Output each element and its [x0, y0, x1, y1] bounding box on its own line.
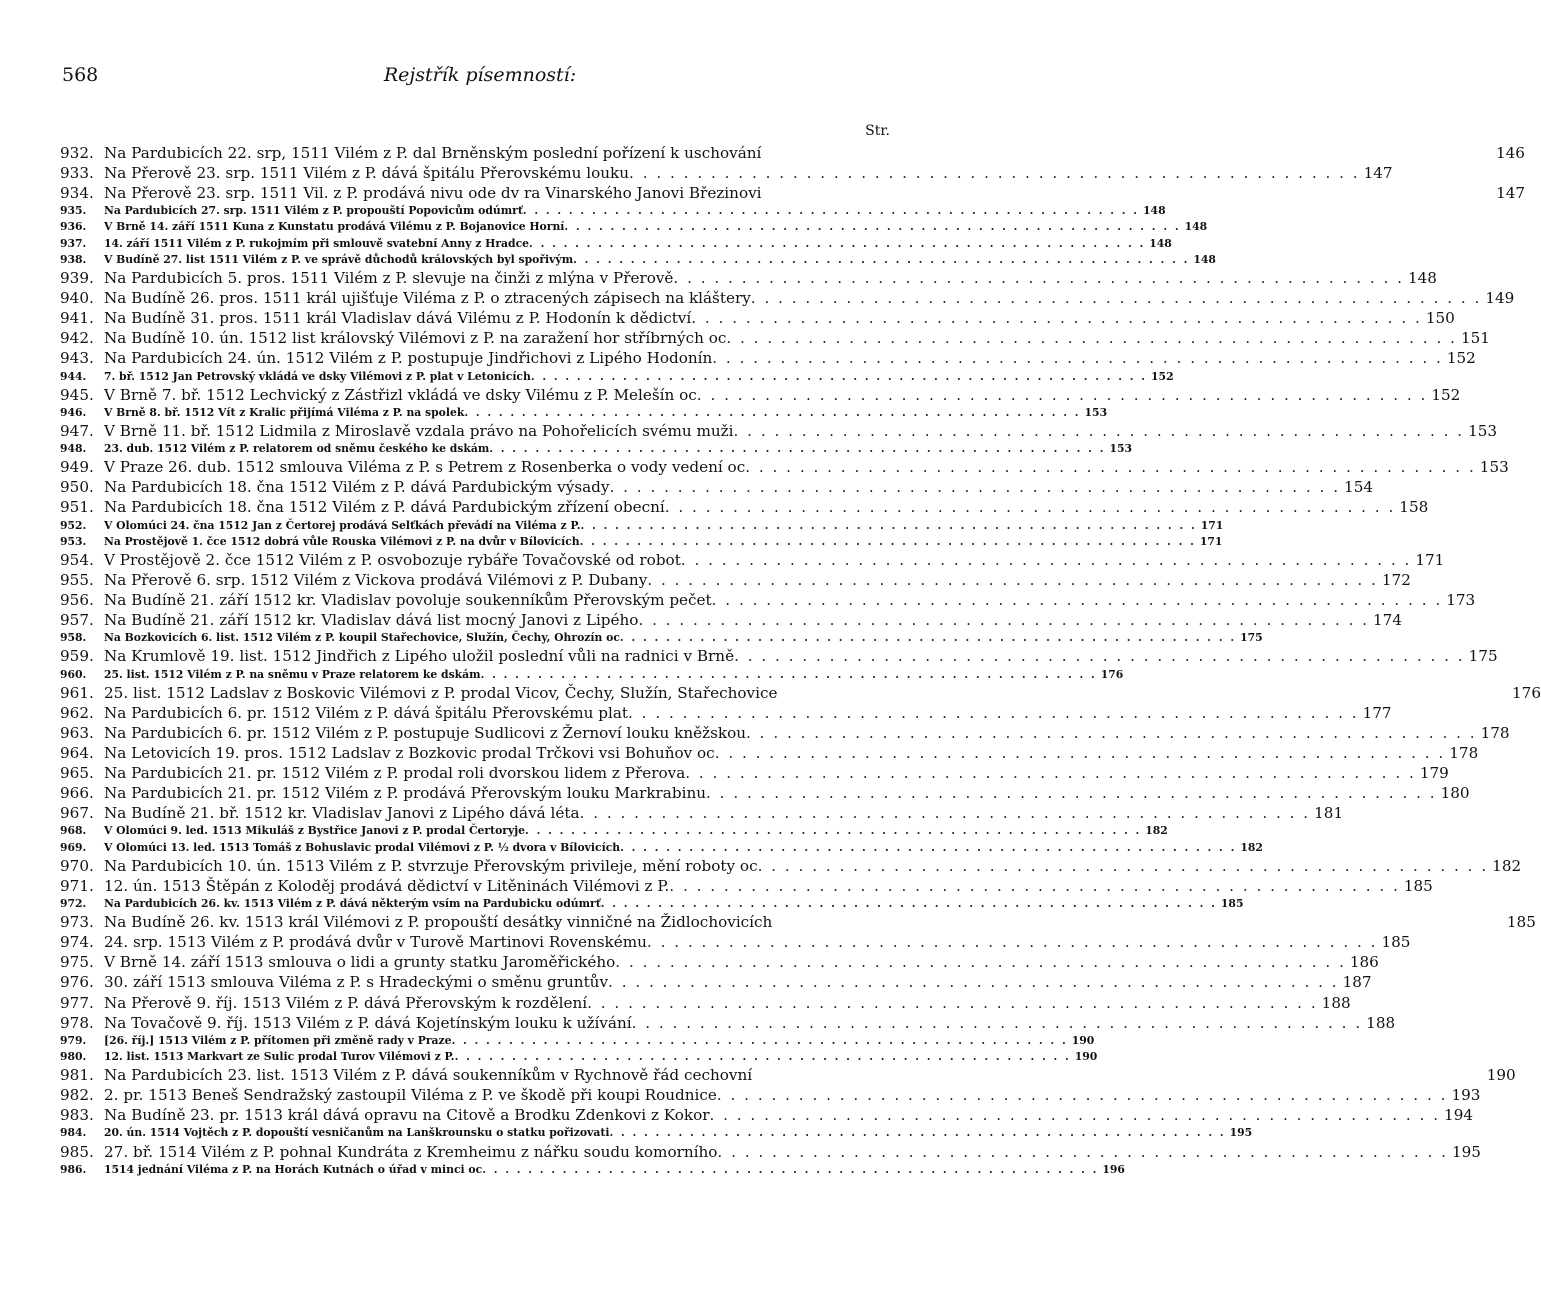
entry-number: 940.: [60, 289, 94, 308]
index-entry: [60, 309, 1455, 329]
entry-page: 158: [1399, 498, 1429, 517]
entry-number: 958.: [60, 631, 87, 645]
entry-text: V Olomúci 24. čna 1512 Jan z Čertorej prodává Selťkách převádí na Viléma z P.: [104, 518, 581, 532]
entry-number: 964.: [60, 744, 94, 763]
entry-text: Na Pardubicích 18. čna 1512 Vilém z P. dává Pardubickým výsady: [104, 478, 610, 497]
index-entry: [60, 144, 1525, 164]
index-entry: [60, 184, 1526, 204]
index-entry: [60, 667, 1124, 684]
entry-number: 945.: [60, 385, 94, 404]
entry-text: Na Přerově 23. srp. 1511 Vil. z P. prodává nivu ode dv ra Vinarského Janovi Březinovi: [104, 184, 762, 203]
dot-leader: [673, 269, 1404, 287]
entry-text: 24. srp. 1513 Vilém z P. prodává dvůr v Turově Martinovi Rovenskému: [104, 933, 647, 952]
entry-number: 957.: [60, 611, 94, 630]
index-entry: [60, 204, 1166, 220]
entry-page: 175: [1240, 631, 1263, 645]
entry-text: V Brně 11. bř. 1512 Lidmila z Miroslavě vzdala právo na Pohořelicích svému muži: [104, 421, 734, 440]
index-entry: [60, 550, 1445, 571]
dot-leader: [669, 877, 1400, 895]
entry-page: 190: [1486, 1066, 1516, 1085]
dot-leader: [628, 704, 1359, 722]
entry-page: 153: [1479, 458, 1509, 477]
dot-leader: [712, 591, 1443, 609]
dot-leader: [580, 535, 1196, 548]
entry-page: 172: [1381, 571, 1411, 589]
index-entry: [60, 329, 1490, 349]
entry-text: Na Pardubicích 26. kv. 1513 Vilém z P. dává některým vsím na Pardubicku odúmrť: [104, 896, 601, 910]
dot-leader: [489, 442, 1105, 455]
dot-leader: [464, 406, 1080, 419]
index-entry: [60, 953, 1379, 973]
entry-page: 171: [1415, 550, 1445, 569]
dot-leader: [745, 458, 1476, 476]
entry-text: Na Letovicích 19. pros. 1512 Ladslav z Bozkovic prodal Trčkovi vsi Bohuňov oc: [104, 744, 715, 763]
dot-leader: [758, 857, 1489, 875]
dot-leader: [525, 824, 1141, 837]
entry-page: 180: [1440, 784, 1470, 803]
entry-number: 969.: [60, 840, 87, 854]
index-entry: [60, 369, 1174, 386]
entry-page: 153: [1084, 405, 1108, 419]
dot-leader: [531, 370, 1147, 383]
index-entry: [60, 1106, 1474, 1126]
entry-number: 939.: [60, 269, 94, 288]
index-entry: [60, 824, 1168, 840]
entry-page: 193: [1451, 1086, 1481, 1105]
entry-text: Na Budíně 26. kv. 1513 král Vilémovi z P. propouští desátky vinničné na Židlochovicích: [104, 913, 773, 932]
entry-page: 195: [1451, 1142, 1481, 1161]
entry-text: 14. září 1511 Vilém z P. rukojmím při smlouvě svatební Anny z Hradce: [104, 236, 530, 250]
entry-page: 148: [1149, 236, 1172, 250]
entry-number: 968.: [60, 824, 87, 838]
page-column-label: Str.: [865, 123, 890, 139]
entry-text: Na Budíně 31. pros. 1511 král Vladislav dává Vilému z P. Hodonín k dědictví: [104, 309, 692, 328]
entry-number: 982.: [60, 1086, 94, 1105]
dot-leader: [481, 668, 1097, 681]
entry-page: 178: [1449, 744, 1479, 763]
dot-leader: [529, 237, 1145, 250]
entry-number: 950.: [60, 478, 94, 497]
entry-number: 974.: [60, 933, 94, 952]
entry-page: 151: [1460, 329, 1490, 348]
entry-number: 959.: [60, 647, 94, 666]
entry-number: 956.: [60, 591, 94, 610]
entry-page: 171: [1200, 518, 1224, 532]
index-entry: [60, 421, 1498, 442]
entry-page: 179: [1419, 764, 1449, 783]
entry-number: 980.: [60, 1049, 87, 1063]
entry-page: 147: [1363, 164, 1393, 183]
index-entry: [60, 349, 1476, 369]
entry-number: 970.: [60, 856, 94, 875]
entry-text: V Prostějově 2. čce 1512 Vilém z P. osvobozuje rybáře Tovačovské od robot: [104, 550, 681, 569]
dot-leader: [452, 1034, 1068, 1047]
entry-page: 148: [1407, 269, 1437, 288]
index-entry: [60, 518, 1224, 535]
entry-text: V Budíně 27. list 1511 Vilém z P. ve správě důchodů královských byl spořivým: [104, 252, 574, 266]
entry-text: 1514 jednání Viléma z P. na Horách Kutnách o úřad v minci oc: [104, 1162, 483, 1176]
entry-number: 946.: [60, 405, 87, 419]
entry-page: 186: [1349, 953, 1379, 972]
entry-text: 25. list. 1512 Ladslav z Boskovic Vilémovi z P. prodal Vicov, Čechy, Služín, Stařechovice: [104, 683, 778, 702]
index-entry: [60, 876, 1433, 897]
entry-number: 978.: [60, 1013, 94, 1032]
entry-text: 12. list. 1513 Markvart ze Sulic prodal Turov Vilémovi z P.: [104, 1049, 455, 1063]
dot-leader: [751, 289, 1482, 307]
index-entry: [60, 683, 1541, 704]
page-number: 568: [62, 64, 99, 86]
entry-number: 951.: [60, 498, 94, 517]
entry-page: 182: [1240, 840, 1263, 854]
dot-leader: [685, 764, 1416, 782]
dot-leader: [706, 784, 1437, 802]
index-entries: [60, 144, 1541, 1179]
entry-text: Na Pardubicích 5. pros. 1511 Vilém z P. slevuje na činži z mlýna v Přerově: [104, 269, 674, 288]
entry-page: 190: [1074, 1049, 1098, 1063]
dot-leader: [717, 1143, 1448, 1161]
entry-number: 983.: [60, 1106, 94, 1125]
index-entry: [60, 591, 1476, 611]
entry-number: 984.: [60, 1126, 87, 1140]
entry-page: 153: [1109, 442, 1132, 456]
dot-leader: [717, 1086, 1448, 1104]
dot-leader: [573, 253, 1189, 266]
entry-text: Na Budíně 23. pr. 1513 král dává opravu na Citově a Brodku Zdenkovi z Kokor: [104, 1106, 710, 1125]
entry-number: 972.: [60, 896, 87, 910]
dot-leader: [709, 1106, 1440, 1124]
entry-text: V Brně 14. září 1513 smlouva o lidi a grunty statku Jaroměřického: [104, 953, 616, 972]
entry-number: 938.: [60, 252, 87, 266]
entry-page: 152: [1151, 369, 1174, 383]
entry-number: 985.: [60, 1142, 94, 1161]
entry-text: V Praze 26. dub. 1512 smlouva Viléma z P. s Petrem z Rosenberka o vody vedení oc: [104, 458, 746, 477]
entry-number: 963.: [60, 723, 94, 742]
index-entry: [60, 993, 1351, 1014]
entry-number: 942.: [60, 329, 94, 348]
index-entry: [60, 385, 1461, 406]
entry-text: 25. list. 1512 Vilém z P. na sněmu v Praze relatorem ke dskám: [104, 667, 481, 681]
entry-number: 954.: [60, 550, 94, 569]
dot-leader: [647, 933, 1378, 951]
dot-leader: [564, 220, 1180, 233]
dot-leader: [681, 551, 1412, 569]
entry-number: 943.: [60, 349, 94, 368]
entry-text: Na Bozkovicích 6. list. 1512 Vilém z P. koupil Stařechovice, Služín, Čechy, Ohrozín oc: [104, 631, 620, 645]
dot-leader: [715, 744, 1446, 762]
entry-text: Na Pardubicích 22. srp, 1511 Vilém z P. dal Brněnským poslední pořízení k uschování: [104, 144, 762, 162]
entry-page: 148: [1143, 204, 1166, 218]
index-entry: [60, 913, 1536, 933]
entry-text: Na Pardubicích 6. pr. 1512 Vilém z P. dává špitálu Přerovskému plat: [104, 703, 629, 722]
index-entry: [60, 442, 1132, 458]
index-entry: [60, 1013, 1396, 1034]
entry-number: 976.: [60, 973, 94, 992]
entry-text: 30. září 1513 smlouva Viléma z P. s Hradeckými o směnu gruntův: [104, 973, 609, 992]
dot-leader: [632, 1014, 1363, 1032]
index-entry: [60, 236, 1172, 253]
entry-text: Na Krumlově 19. list. 1512 Jindřich z Lipého uložil poslední vůli na radnici v Brně: [104, 647, 735, 666]
entry-text: Na Přerově 9. říj. 1513 Vilém z P. dává Přerovským k rozdělení: [104, 993, 588, 1012]
entry-text: Na Tovačově 9. říj. 1513 Vilém z P. dává Kojetínským louku k užívání: [104, 1013, 632, 1032]
index-entry: [60, 534, 1223, 551]
index-entry: [60, 1049, 1098, 1066]
dot-leader: [712, 349, 1443, 367]
entry-number: 967.: [60, 804, 94, 823]
entry-number: 937.: [60, 236, 87, 250]
entry-page: 173: [1446, 591, 1476, 610]
entry-text: Na Pardubicích 18. čna 1512 Vilém z P. dává Pardubickým zřízení obecní: [104, 498, 665, 517]
entry-page: 190: [1071, 1033, 1095, 1047]
index-entry: [60, 723, 1510, 744]
entry-text: Na Budíně 10. ún. 1512 list královský Vilémovi z P. na zaražení hor stříbrných oc: [104, 329, 727, 348]
entry-number: 955.: [60, 571, 94, 589]
index-entry: [60, 252, 1216, 269]
index-entry: [60, 856, 1522, 877]
dot-leader: [746, 724, 1477, 742]
entry-number: 973.: [60, 913, 94, 932]
dot-leader: [580, 804, 1311, 822]
entry-page: 178: [1480, 723, 1510, 742]
dot-leader: [697, 386, 1428, 404]
index-entry: [60, 289, 1515, 309]
entry-page: 154: [1344, 478, 1374, 497]
dot-leader: [615, 953, 1346, 971]
entry-number: 948.: [60, 442, 87, 456]
dot-leader: [581, 519, 1197, 532]
entry-page: 146: [1495, 144, 1525, 162]
index-entry: [60, 896, 1244, 913]
entry-text: Na Pardubicích 21. pr. 1512 Vilém z P. prodal roli dvorskou lidem z Přerova: [104, 764, 686, 783]
entry-page: 175: [1468, 647, 1498, 666]
entry-text: Na Pardubicích 23. list. 1513 Vilém z P. dává soukenníkům v Rychnově řád cechovní: [104, 1066, 753, 1085]
dot-leader: [455, 1050, 1071, 1063]
entry-page: 153: [1468, 421, 1498, 440]
index-entry: [60, 1126, 1253, 1142]
entry-number: 947.: [60, 421, 94, 440]
entry-number: 935.: [60, 204, 87, 218]
entry-text: V Olomúci 9. led. 1513 Mikuláš z Bystřice Janovi z P. prodal Čertoryje: [104, 824, 526, 838]
entry-number: 981.: [60, 1066, 94, 1085]
entry-text: Na Prostějově 1. čce 1512 dobrá vůle Rouska Vilémovi z P. na dvůr v Bílovicích: [104, 534, 580, 548]
entry-number: 941.: [60, 309, 94, 328]
entry-text: Na Pardubicích 24. ún. 1512 Vilém z P. postupuje Jindřichovi z Lipého Hodonín: [104, 349, 713, 368]
entry-page: 187: [1342, 973, 1372, 992]
entry-text: V Olomúci 13. led. 1513 Tomáš z Bohuslavic prodal Vilémovi z P. ½ dvora v Bílovicích: [104, 840, 621, 854]
index-entry: [60, 498, 1429, 518]
entry-page: 148: [1193, 252, 1216, 266]
entry-page: 150: [1425, 309, 1455, 328]
index-entry: [60, 405, 1108, 422]
entry-text: Na Budíně 21. bř. 1512 kr. Vladislav Janovi z Lipého dává léta: [104, 804, 580, 823]
entry-page: 185: [1506, 913, 1536, 932]
entry-text: V Brně 14. září 1511 Kuna z Kunstatu prodává Vilému z P. Bojanovice Horní: [104, 220, 565, 234]
entry-page: 181: [1314, 804, 1344, 823]
dot-leader: [691, 309, 1422, 327]
entry-number: 977.: [60, 993, 94, 1012]
entry-text: Na Pardubicích 10. ún. 1513 Vilém z P. stvrzuje Přerovským privileje, mění roboty oc: [104, 856, 758, 875]
entry-page: 171: [1199, 534, 1223, 548]
entry-text: Na Přerově 6. srp. 1512 Vilém z Vickova prodává Vilémovi z P. Dubany: [104, 571, 648, 589]
entry-number: 961.: [60, 683, 94, 702]
entry-number: 971.: [60, 876, 94, 895]
entry-text: Na Pardubicích 27. srp. 1511 Vilém z P. propouští Popovicům odúmrť: [104, 204, 523, 218]
index-entry: [60, 611, 1402, 631]
entry-number: 962.: [60, 703, 94, 722]
entry-page: 196: [1102, 1162, 1125, 1176]
entry-number: 986.: [60, 1162, 87, 1176]
index-entry: [60, 764, 1449, 784]
index-entry: [60, 1033, 1095, 1050]
entry-text: V Brně 7. bř. 1512 Lechvický z Zástřizl vkládá ve dsky Vilému z P. Melešín oc: [104, 385, 697, 404]
index-entry: [60, 220, 1208, 236]
index-entry: [60, 933, 1411, 953]
entry-page: 152: [1446, 349, 1476, 368]
index-entry: [60, 840, 1263, 857]
entry-number: 966.: [60, 784, 94, 803]
entry-number: 949.: [60, 458, 94, 477]
entry-page: 185: [1381, 933, 1411, 952]
index-entry: [60, 744, 1479, 764]
entry-page: 149: [1485, 289, 1515, 308]
index-entry: [60, 164, 1393, 184]
dot-leader: [647, 571, 1378, 589]
entry-text: 20. ún. 1514 Vojtěch z P. dopouští vesničanům na Lanškrounsku o statku pořizovati: [104, 1126, 610, 1140]
entry-number: 944.: [60, 369, 87, 383]
dot-leader: [734, 422, 1465, 440]
index-entry: [60, 478, 1374, 498]
entry-number: 936.: [60, 220, 87, 234]
entry-page: 185: [1220, 896, 1244, 910]
entry-number: 932.: [60, 144, 94, 162]
index-entry: [60, 973, 1372, 993]
dot-leader: [638, 611, 1369, 629]
dot-leader: [523, 204, 1139, 217]
entry-text: 7. bř. 1512 Jan Petrovský vkládá ve dsky Vilémovi z P. plat v Letonicích: [104, 369, 531, 383]
entry-text: 27. bř. 1514 Vilém z P. pohnal Kundráta z Kremheimu z nářku soudu komorního: [104, 1142, 718, 1161]
entry-text: 2. pr. 1513 Beneš Sendražský zastoupil Viléma z P. ve škodě při koupi Roudnice: [104, 1086, 717, 1105]
index-entry: [60, 784, 1470, 804]
dot-leader: [726, 329, 1457, 347]
index-entry: [60, 1086, 1481, 1106]
entry-number: 975.: [60, 953, 94, 972]
entry-text: [26. říj.] 1513 Vilém z P. přítomen při změně rady v Praze: [104, 1033, 452, 1047]
entry-page: 182: [1145, 824, 1168, 838]
index-entry: [60, 631, 1263, 647]
dot-leader: [482, 1163, 1098, 1176]
entry-page: 182: [1492, 856, 1522, 875]
index-entry: [60, 1142, 1481, 1163]
dot-leader: [601, 897, 1217, 910]
running-title: Rejstřík písemností:: [383, 64, 577, 86]
dot-leader: [609, 1126, 1225, 1139]
dot-leader: [629, 164, 1360, 182]
dot-leader: [609, 478, 1340, 496]
entry-page: 185: [1403, 876, 1433, 895]
index-entry: [60, 571, 1411, 591]
entry-text: Na Budíně 21. září 1512 kr. Vladislav dává list mocný Janovi z Lipého: [104, 611, 639, 630]
index-entry: [60, 458, 1509, 478]
entry-text: Na Pardubicích 21. pr. 1512 Vilém z P. prodává Přerovským louku Markrabinu: [104, 784, 707, 803]
dot-leader: [608, 973, 1339, 991]
entry-text: Na Pardubicích 6. pr. 1512 Vilém z P. postupuje Sudlicovi z Žernoví louku kněžskou: [104, 723, 747, 742]
entry-number: 953.: [60, 534, 87, 548]
entry-number: 933.: [60, 164, 94, 183]
entry-page: 194: [1444, 1106, 1474, 1125]
index-entry: [60, 647, 1498, 667]
entry-text: 12. ún. 1513 Štěpán z Koloděj prodává dědictví v Litěninách Vilémovi z P.: [104, 876, 670, 895]
dot-leader: [620, 631, 1236, 644]
entry-page: 174: [1373, 611, 1402, 630]
entry-page: 195: [1229, 1126, 1253, 1140]
index-entry: [60, 804, 1344, 824]
entry-text: Na Budíně 21. září 1512 kr. Vladislav povoluje soukenníkům Přerovským pečet: [104, 591, 712, 610]
dot-leader: [620, 841, 1236, 854]
entry-text: Na Přerově 23. srp. 1511 Vilém z P. dává špitálu Přerovskému louku: [104, 164, 630, 183]
entry-page: 148: [1184, 220, 1208, 234]
entry-number: 965.: [60, 764, 94, 783]
entry-text: V Brně 8. bř. 1512 Vít z Kralic přijímá Viléma z P. na spolek: [104, 405, 465, 419]
entry-page: 177: [1362, 703, 1392, 722]
entry-page: 176: [1512, 683, 1541, 702]
entry-page: 147: [1496, 184, 1526, 203]
entry-page: 188: [1321, 993, 1351, 1012]
entry-number: 979.: [60, 1033, 87, 1047]
entry-page: 152: [1431, 385, 1461, 404]
entry-number: 960.: [60, 667, 87, 681]
index-entry: [60, 1162, 1125, 1179]
dot-leader: [665, 498, 1396, 516]
entry-page: 188: [1366, 1013, 1396, 1032]
entry-number: 934.: [60, 184, 94, 203]
entry-page: 176: [1100, 667, 1124, 681]
entry-text: 23. dub. 1512 Vilém z P. relatorem od sněmu českého ke dskám: [104, 442, 490, 456]
index-entry: [60, 269, 1437, 289]
entry-text: Na Budíně 26. pros. 1511 král ujišťuje Viléma z P. o ztracených zápisech na kláštery: [104, 289, 751, 308]
index-entry: [60, 1066, 1516, 1086]
entry-number: 952.: [60, 518, 87, 532]
dot-leader: [734, 647, 1465, 665]
index-entry: [60, 703, 1392, 724]
dot-leader: [587, 994, 1318, 1012]
